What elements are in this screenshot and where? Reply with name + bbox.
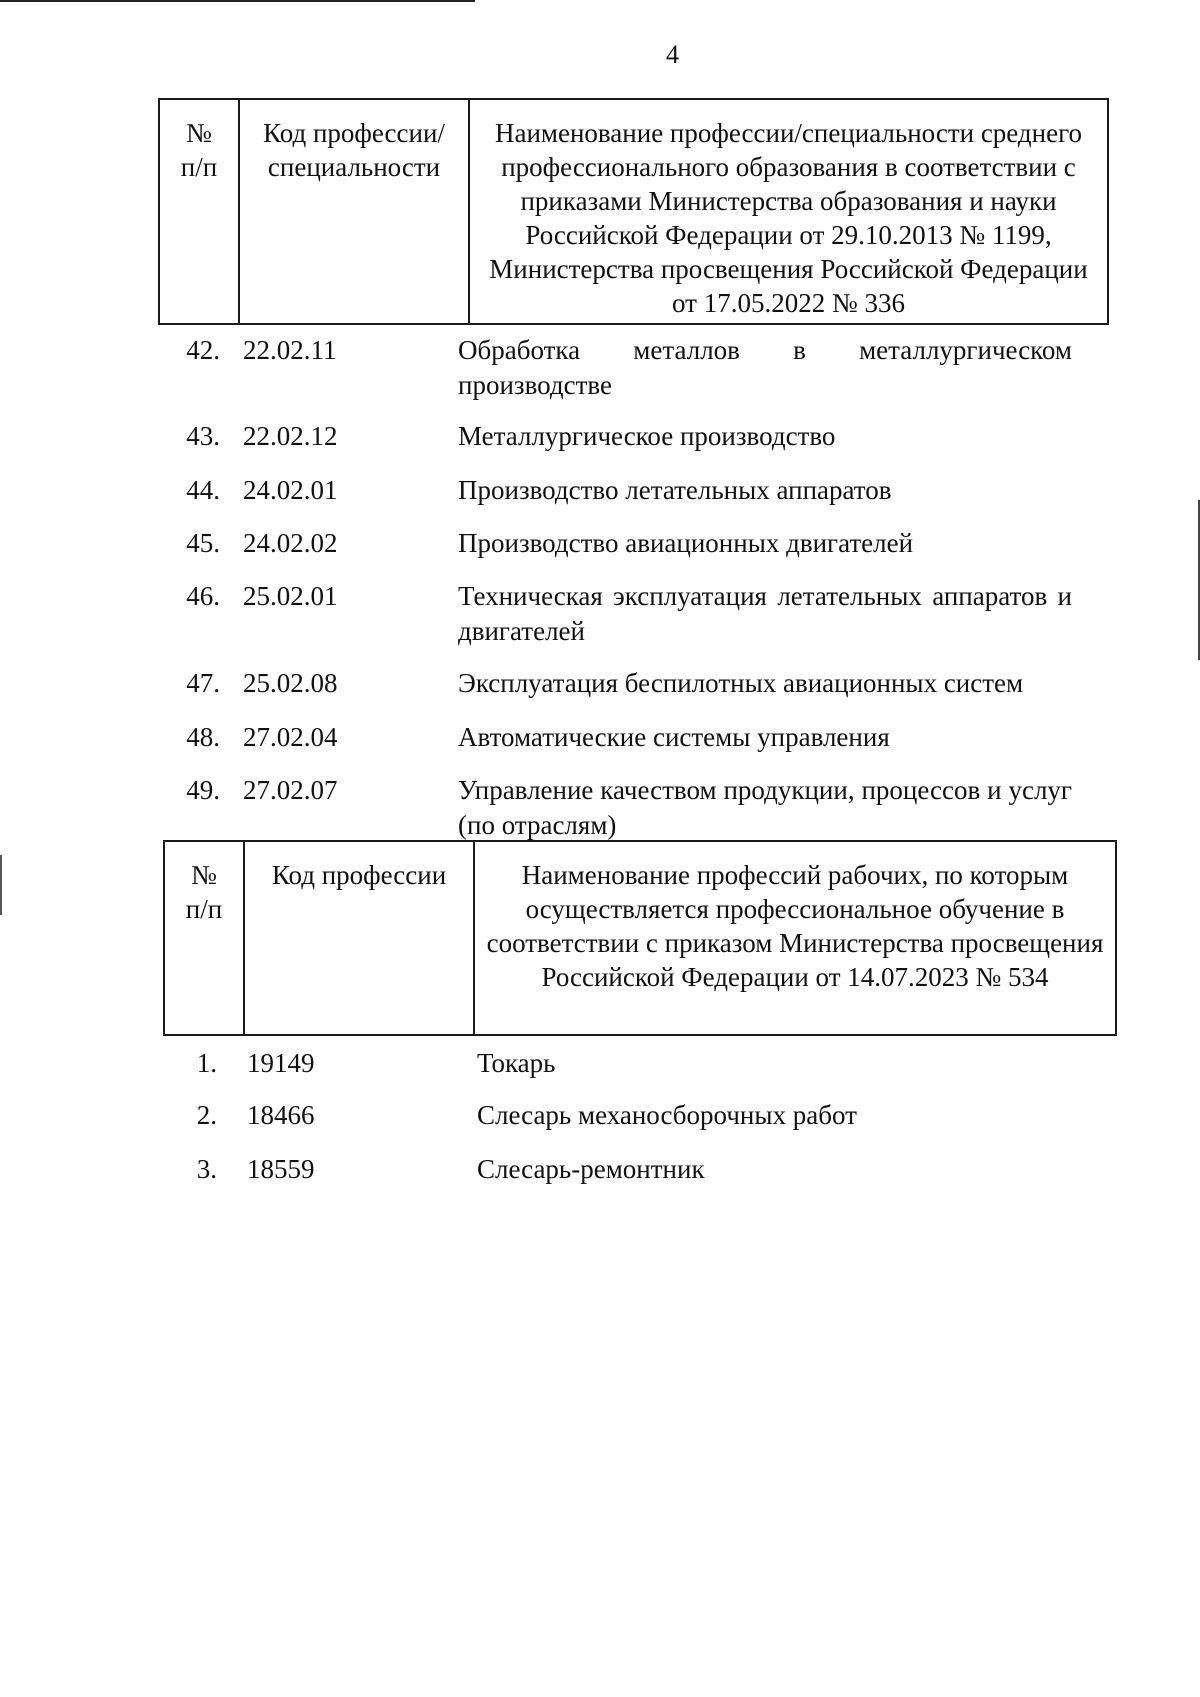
row-code: 22.02.11 <box>243 335 337 365</box>
header-num-cell <box>160 100 238 323</box>
table1-header <box>158 98 1109 325</box>
header-code-label: Код профессии/ специальности <box>263 118 445 182</box>
header-code-cell <box>238 100 468 323</box>
row-num: 47. <box>186 668 220 698</box>
row-name: Металлургическое производство <box>458 421 836 451</box>
row-num: 45. <box>186 528 220 558</box>
top-rule <box>0 0 475 2</box>
row-name: Техническая эксплуатация летательных аппаратов и двигателей <box>458 581 1072 646</box>
header-num-label: № п/п <box>185 860 223 924</box>
row-name: Слесарь механосборочных работ <box>477 1100 857 1130</box>
header-code-cell <box>243 842 473 1034</box>
row-name: Эксплуатация беспилотных авиационных систем <box>458 668 1024 698</box>
row-num: 3. <box>196 1154 217 1184</box>
row-code: 22.02.12 <box>243 421 338 451</box>
row-name: Производство авиационных двигателей <box>458 528 914 558</box>
row-num: 44. <box>186 475 220 505</box>
table2-header <box>163 840 1117 1036</box>
row-name: Производство летательных аппаратов <box>458 475 892 505</box>
row-code: 25.02.08 <box>243 668 338 698</box>
row-code: 24.02.01 <box>243 475 338 505</box>
row-code: 24.02.02 <box>243 528 338 558</box>
row-code: 19149 <box>247 1048 315 1078</box>
row-name: Управление качеством продукции, процессов и услуг (по отраслям) <box>458 775 1072 840</box>
row-num: 2. <box>196 1100 217 1130</box>
header-name-cell <box>473 842 1115 1034</box>
header-num-cell <box>165 842 243 1034</box>
row-code: 18559 <box>247 1154 315 1184</box>
header-num-label: № п/п <box>180 118 218 182</box>
row-num: 1. <box>196 1048 217 1078</box>
row-num: 46. <box>186 581 220 611</box>
page-number: 4 <box>666 40 679 69</box>
row-name: Слесарь-ремонтник <box>477 1154 705 1184</box>
header-name-label: Наименование профессии/специальности среднего профессионального образования в соответствии с приказами Министерства образования и науки Российской Федерации от 29.10.2013 № 1199, Министерства просвещения Российской Федерации от 17.05.2022 № 336 <box>489 118 1088 318</box>
row-num: 43. <box>186 421 220 451</box>
row-name: Токарь <box>477 1048 556 1078</box>
row-name: Автоматические системы управления <box>458 722 890 752</box>
scan-edge-mark <box>0 855 2 915</box>
row-num: 42. <box>186 335 220 365</box>
row-code: 18466 <box>247 1100 315 1130</box>
row-name: Обработка металлов в металлургическом производстве <box>458 335 1072 400</box>
header-name-cell <box>468 100 1107 323</box>
row-code: 25.02.01 <box>243 581 338 611</box>
header-code-label: Код профессии <box>271 860 447 890</box>
row-num: 48. <box>186 722 220 752</box>
header-name-label: Наименование профессий рабочих, по которым осуществляется профессиональное обучение в соответствии с приказом Министерства просвещения Российской Федерации от 14.07.2023 № 534 <box>486 860 1104 992</box>
row-num: 49. <box>186 775 220 805</box>
row-code: 27.02.04 <box>243 722 338 752</box>
row-code: 27.02.07 <box>243 775 338 805</box>
